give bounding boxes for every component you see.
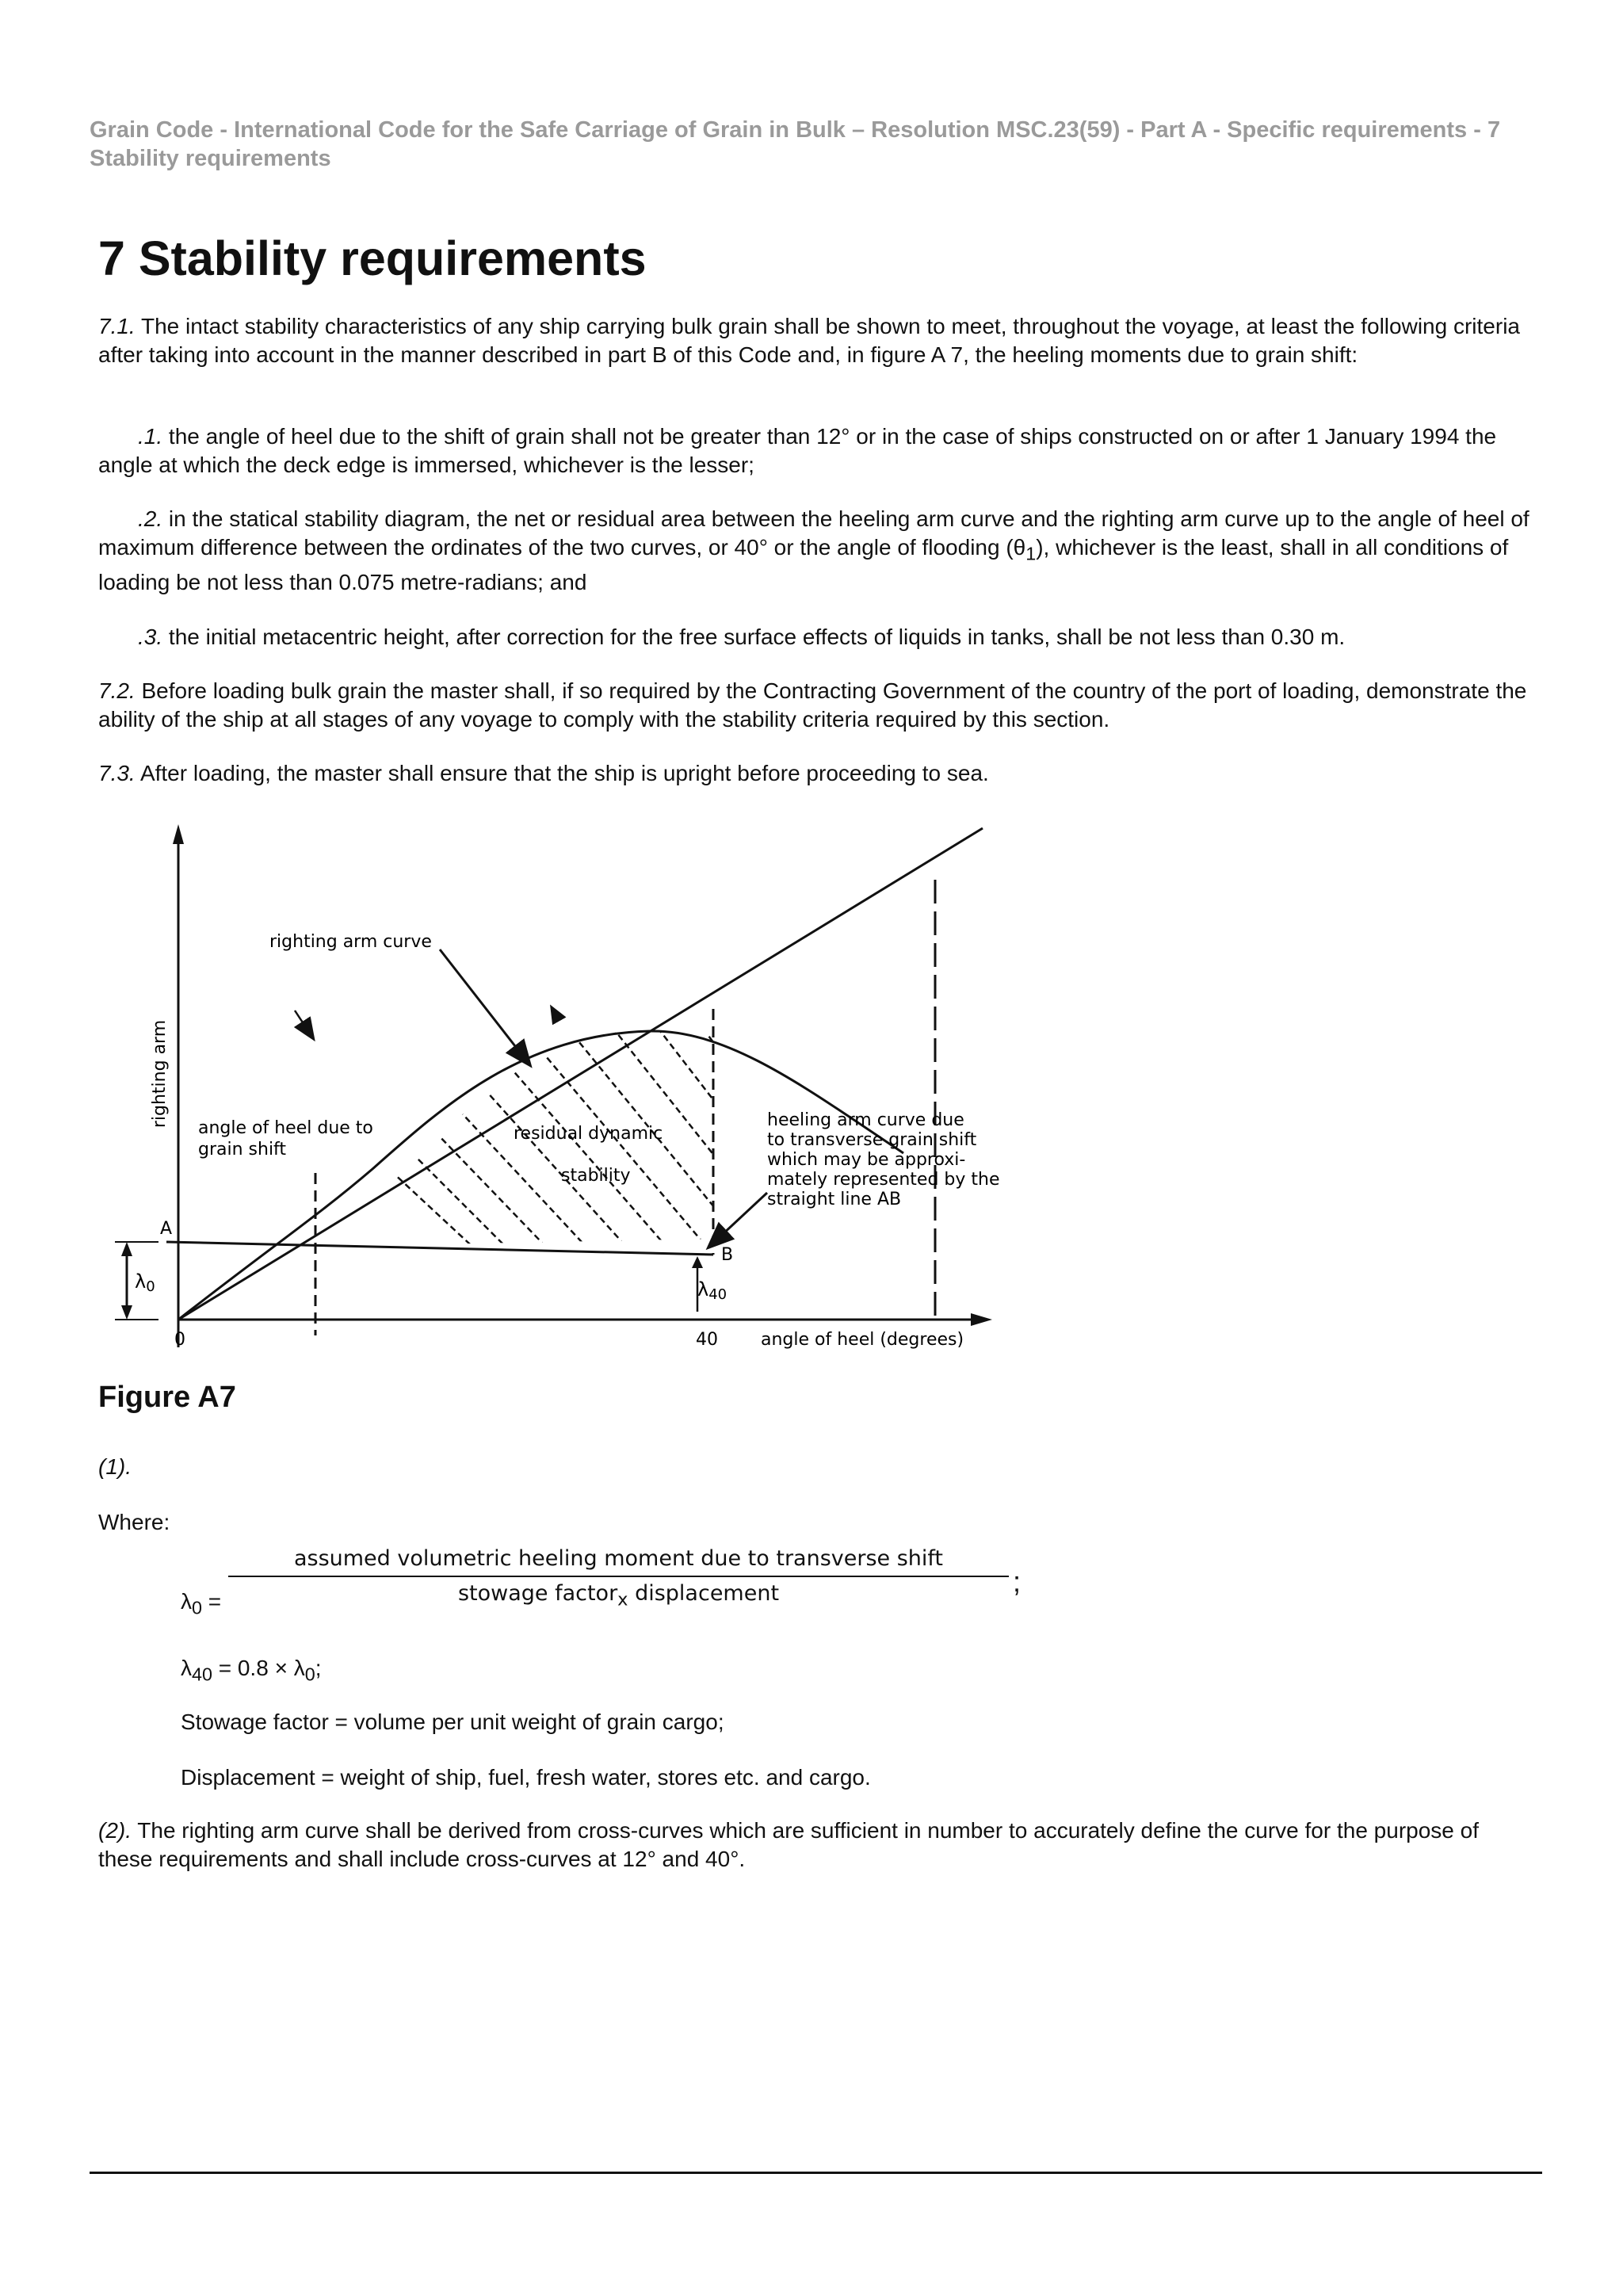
paragraph-text: the angle of heel due to the shift of grain shall not be greater than 12° or in the case of ships constructed on or after 1 January 1994 the angle at which the deck edge is immersed, whichever is the lesser;: [98, 424, 1497, 477]
lambda40-label: λ40: [697, 1278, 727, 1303]
heeling-label-line-3: which may be approxi-: [767, 1150, 966, 1170]
paragraph-text: After loading, the master shall ensure that the ship is upright before proceeding to sea.: [135, 761, 989, 785]
paragraph-number: 7.1.: [98, 314, 136, 338]
straight-tangent-line: [178, 828, 983, 1320]
page-title: 7 Stability requirements: [98, 231, 647, 285]
lambda0-arrow-bottom: [121, 1305, 132, 1320]
heeling-arm-leader: [709, 1193, 767, 1247]
footer-rule: [90, 2172, 1542, 2174]
document-breadcrumb: Grain Code - International Code for the Safe Carriage of Grain in Bulk – Resolution MSC.23(59) - Part A - Specific requirements - 7 Stability requirements: [90, 117, 1501, 171]
figure-a7-diagram: [111, 820, 1022, 1359]
residual-label-line-1: residual dynamic: [514, 1124, 663, 1144]
righting-arm-leader: [440, 949, 529, 1064]
heeling-label-line-4: mately represented by the: [767, 1170, 1000, 1190]
formula-denominator: stowage factor$_x$ displacement: [457, 1581, 780, 1610]
residual-leader: [552, 1007, 559, 1020]
tick-40-label: 40: [696, 1330, 718, 1350]
lambda40-formula: $\lambda_{40} = 0.8 \times \lambda_0$;: [181, 1656, 322, 1685]
note-2-text: The righting arm curve shall be derived from cross-curves which are sufficient in number to accurately define the curve for the purpose of these requirements and shall include cross-curves at 12° and 40°.: [98, 1818, 1480, 1871]
angle-heel-label-line-2: grain shift: [198, 1140, 287, 1159]
formula-semicolon: ;: [1013, 1565, 1022, 1598]
paragraph-7-3: [98, 759, 1533, 788]
angle-heel-leader: [295, 1010, 313, 1038]
formula-fraction: [228, 1545, 1009, 1613]
heeling-label-line-2: to transverse grain shift: [767, 1130, 977, 1150]
paragraph-number: 7.3.: [98, 761, 136, 785]
heeling-label-line-5: straight line AB: [767, 1190, 902, 1209]
paragraph-7-1-1: [98, 422, 1533, 479]
angle-heel-label-line-1: angle of heel due to: [198, 1118, 373, 1138]
residual-label-line-2: stability: [561, 1166, 631, 1186]
paragraph-number: 7.2.: [98, 678, 136, 703]
theta-subscript: 1: [1025, 543, 1037, 564]
x-axis-arrow: [971, 1313, 992, 1326]
note-2: [98, 1817, 1533, 1874]
paragraph-number: .3.: [138, 625, 163, 649]
paragraph-number: .1.: [138, 424, 163, 449]
paragraph-text: in the statical stability diagram, the net or residual area between the heeling arm curve and the righting arm curve up to the angle of heel of maximum difference between the ordinates of the two curves, or 40° or the angle of flooding (θ: [98, 506, 1529, 560]
stowage-definition: Stowage factor = volume per unit weight of grain cargo;: [181, 1710, 724, 1734]
fraction-bar: [228, 1576, 1009, 1577]
point-a-label: A: [160, 1219, 173, 1239]
where-label: Where:: [98, 1510, 170, 1534]
lambda0-formula: [181, 1545, 1022, 1618]
lambda0-arrow-top: [121, 1242, 132, 1256]
y-axis-arrow: [173, 824, 184, 844]
lambda40-arrow-head: [692, 1256, 703, 1268]
note-1-number: (1).: [98, 1454, 132, 1479]
formula-numerator: assumed volumetric heeling moment due to transverse shift: [293, 1546, 944, 1571]
paragraph-7-1-2: [98, 505, 1533, 597]
paragraph-7-1-3: [98, 623, 1533, 651]
paragraph-text: Before loading bulk grain the master shall, if so required by the Contracting Government of the country of the port of loading, demonstrate the ability of the ship at all stages of any voyage to comply with the stability criteria required by this section.: [98, 678, 1527, 732]
lambda0-lhs: $\lambda_0$ =: [181, 1589, 222, 1618]
paragraph-7-2: [98, 677, 1533, 734]
x-axis-label: angle of heel (degrees): [761, 1330, 964, 1350]
note-2-number: (2).: [98, 1818, 132, 1843]
paragraph-number: .2.: [138, 506, 163, 531]
heeling-label-line-1: heeling arm curve due: [767, 1110, 964, 1130]
statical-stability-diagram: [111, 820, 1022, 1359]
heeling-arm-line-ab: [166, 1242, 713, 1255]
righting-arm-curve-label: righting arm curve: [269, 932, 432, 952]
point-b-label: B: [721, 1245, 734, 1265]
figure-caption: Figure A7: [98, 1381, 236, 1414]
lambda0-label: λ0: [135, 1270, 155, 1295]
paragraph-text-cont: ), whichever is the least, shall in all conditions of loading be not less than 0.075 metre-radians; and: [98, 535, 1509, 594]
paragraph-text: The intact stability characteristics of any ship carrying bulk grain shall be shown to meet, throughout the voyage, at least the following criteria after taking into account in the manner described in part B of this Code and, in figure A 7, the heeling moments due to grain shift:: [98, 314, 1520, 367]
paragraph-7-1: [98, 312, 1533, 369]
y-axis-label: righting arm: [150, 1019, 170, 1129]
origin-label: 0: [174, 1330, 185, 1350]
displacement-definition: Displacement = weight of ship, fuel, fresh water, stores etc. and cargo.: [181, 1765, 871, 1790]
paragraph-text: the initial metacentric height, after correction for the free surface effects of liquids in tanks, shall be not less than 0.30 m.: [162, 625, 1346, 649]
